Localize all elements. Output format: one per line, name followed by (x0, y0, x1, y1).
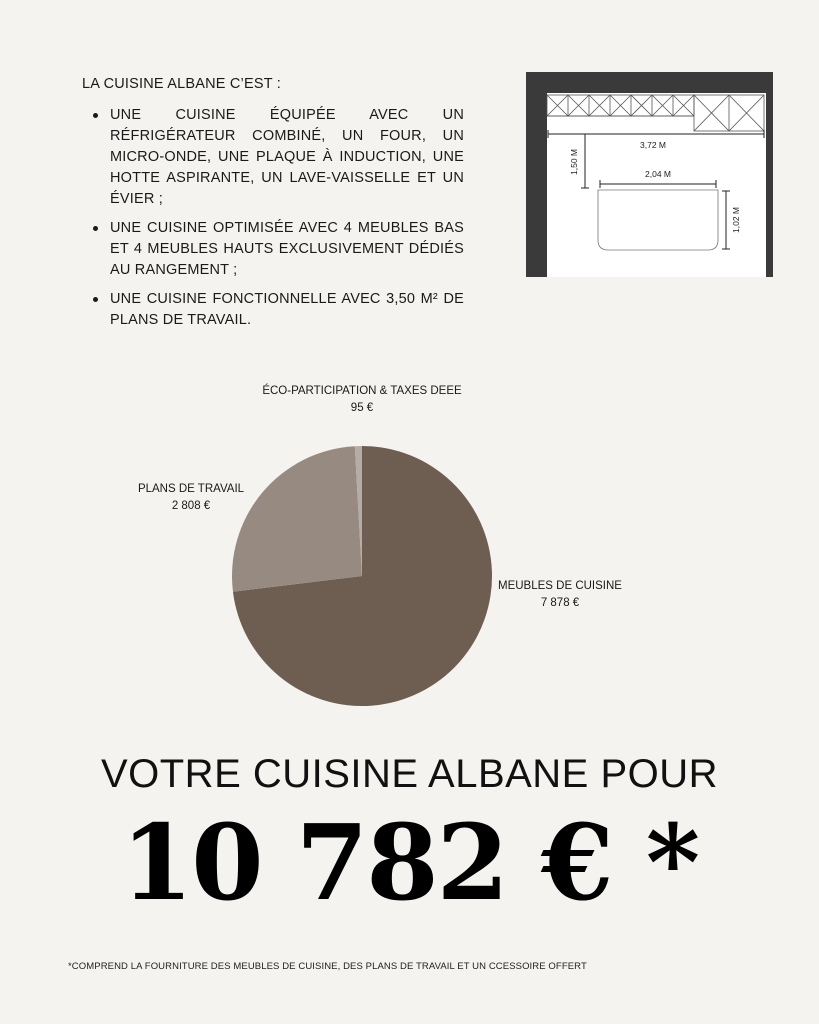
headline: VOTRE CUISINE ALBANE POUR (100, 752, 719, 796)
feature-item-worktop: UNE CUISINE FONCTIONNELLE AVEC 3,50 M² DE PLANS DE TRAVAIL. (110, 289, 464, 331)
plan-wall-top (526, 72, 773, 93)
pie-value-plans: 2 808 € (171, 500, 211, 512)
pie-value-meubles: 7 878 € (540, 597, 580, 609)
plan-wall-right (766, 72, 773, 277)
feature-item-storage: UNE CUISINE OPTIMISÉE AVEC 4 MEUBLES BAS ET 4 MEUBLES HAUTS EXCLUSIVEMENT DÉDIÉS AU RANGEMENT ; (110, 218, 464, 281)
dim-label-depth: 1,50 M (569, 149, 579, 175)
pie-label-meubles: MEUBLES DE CUISINE (498, 580, 622, 592)
dim-label-island-width: 2,04 M (645, 169, 671, 179)
feature-list (82, 105, 464, 331)
pie-value-eco: 95 € (350, 402, 374, 414)
footnote: *COMPREND LA FOURNITURE DES MEUBLES DE CUISINE, DES PLANS DE TRAVAIL ET UN CCESSOIRE OFFERT (68, 961, 587, 972)
pie-label-eco: ÉCO-PARTICIPATION & TAXES DEEE (262, 385, 462, 397)
pie-label-plans: PLANS DE TRAVAIL (137, 483, 245, 495)
plan-wall-left (526, 72, 547, 277)
kitchen-floor-plan (526, 72, 773, 277)
total-price: 10 782 € * (120, 801, 699, 924)
cost-breakdown-pie-chart (0, 360, 819, 730)
dim-label-width: 3,72 M (640, 140, 666, 150)
pie-slice-plans (232, 446, 362, 592)
dim-label-island-depth: 1,02 M (731, 207, 741, 233)
feature-item-equipment: UNE CUISINE ÉQUIPÉE AVEC UN RÉFRIGÉRATEUR COMBINÉ, UN FOUR, UN MICRO-ONDE, UNE PLAQUE À INDUCTION, UNE HOTTE ASPIRANTE, UN LAVE-VAISSELLE ET UN ÉVIER ; (110, 105, 464, 210)
intro-title: LA CUISINE ALBANE C’EST : (82, 76, 281, 92)
intro-section (82, 74, 464, 339)
